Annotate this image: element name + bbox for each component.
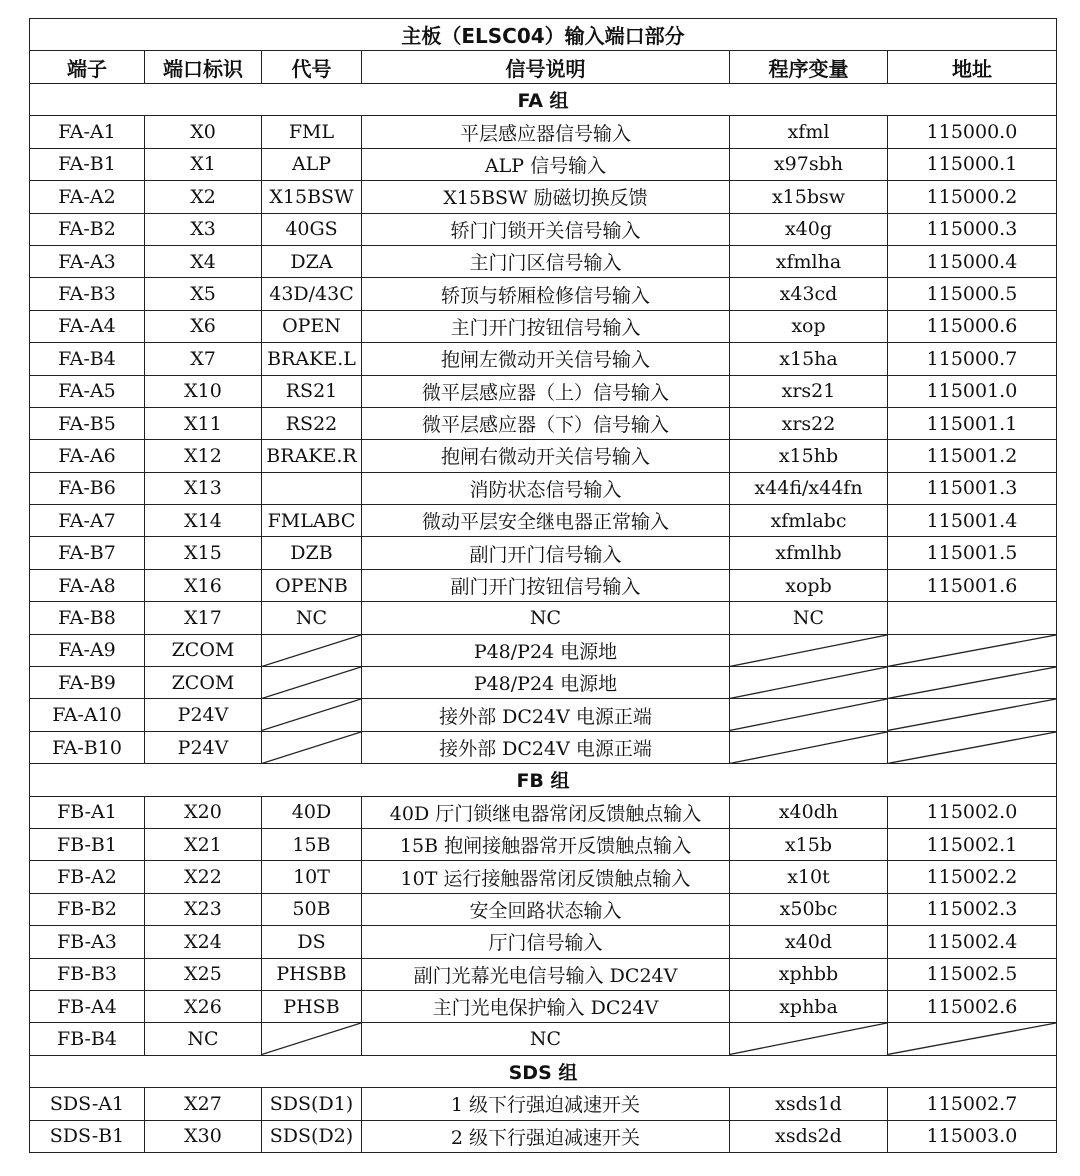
terminal-cell: FA-B8 <box>30 602 145 634</box>
diagonal-slash <box>888 635 1056 666</box>
code-cell: SDS(D1) <box>262 1088 362 1120</box>
port-id-cell: ZCOM <box>145 667 262 699</box>
program-variable-cell: x50bc <box>730 893 888 925</box>
terminal-cell: FA-A6 <box>30 440 145 472</box>
table-row <box>30 181 1057 213</box>
address-cell: 115002.6 <box>888 990 1057 1022</box>
program-variable-cell: xphba <box>730 990 888 1022</box>
program-variable-cell: x44fi/x44fn <box>730 472 888 504</box>
table-row <box>30 699 1057 731</box>
port-id-cell: X5 <box>145 278 262 310</box>
table-row <box>30 1023 1057 1055</box>
port-id-cell: X23 <box>145 893 262 925</box>
port-id-cell: X10 <box>145 375 262 407</box>
diagonal-slash <box>888 1023 1056 1054</box>
port-id-cell: X21 <box>145 828 262 860</box>
group-title: SDS 组 <box>30 1055 1057 1087</box>
signal-desc-cell: 主门光电保护输入 DC24V <box>362 990 730 1022</box>
program-variable-cell: xrs21 <box>730 375 888 407</box>
address-cell: 115002.1 <box>888 828 1057 860</box>
code-cell: DZB <box>262 537 362 569</box>
port-id-cell: X0 <box>145 116 262 148</box>
table-row <box>30 667 1057 699</box>
signal-desc-cell: 接外部 DC24V 电源正端 <box>362 731 730 763</box>
program-variable-cell: xrs22 <box>730 407 888 439</box>
signal-desc-cell: 微平层感应器（上）信号输入 <box>362 375 730 407</box>
program-variable-cell: x15hb <box>730 440 888 472</box>
table-row <box>30 828 1057 860</box>
table-row <box>30 375 1057 407</box>
program-variable-cell: x43cd <box>730 278 888 310</box>
signal-desc-cell: 40D 厅门锁继电器常闭反馈触点输入 <box>362 796 730 828</box>
signal-desc-cell: 微动平层安全继电器正常输入 <box>362 505 730 537</box>
diagonal-blank-cell <box>730 634 888 666</box>
table-row <box>30 213 1057 245</box>
diagonal-slash <box>262 635 361 666</box>
signal-desc-cell: X15BSW 励磁切换反馈 <box>362 181 730 213</box>
diagonal-blank-cell <box>730 1023 888 1055</box>
port-id-cell: X11 <box>145 407 262 439</box>
address-cell: 115000.7 <box>888 343 1057 375</box>
code-cell: DS <box>262 926 362 958</box>
port-id-cell: X26 <box>145 990 262 1022</box>
code-cell: 43D/43C <box>262 278 362 310</box>
code-cell: 10T <box>262 861 362 893</box>
signal-desc-cell: 平层感应器信号输入 <box>362 116 730 148</box>
terminal-cell: FA-A10 <box>30 699 145 731</box>
signal-desc-cell: 厅门信号输入 <box>362 926 730 958</box>
signal-desc-cell: 副门开门按钮信号输入 <box>362 569 730 601</box>
group-header-row <box>30 764 1057 796</box>
address-cell: 115002.7 <box>888 1088 1057 1120</box>
io-port-table-sheet <box>29 18 1057 1153</box>
code-cell: SDS(D2) <box>262 1120 362 1152</box>
address-cell <box>888 602 1057 634</box>
table-row <box>30 1088 1057 1120</box>
code-cell: RS21 <box>262 375 362 407</box>
port-id-cell: X2 <box>145 181 262 213</box>
port-id-cell: P24V <box>145 699 262 731</box>
code-cell: BRAKE.L <box>262 343 362 375</box>
terminal-cell: FA-B5 <box>30 407 145 439</box>
group-header-row <box>30 1055 1057 1087</box>
terminal-cell: FA-B6 <box>30 472 145 504</box>
port-id-cell: X27 <box>145 1088 262 1120</box>
signal-desc-cell: 轿顶与轿厢检修信号输入 <box>362 278 730 310</box>
table-row <box>30 602 1057 634</box>
header-address: 地址 <box>888 51 1057 84</box>
port-id-cell: P24V <box>145 731 262 763</box>
port-id-cell: X4 <box>145 245 262 277</box>
address-cell: 115002.0 <box>888 796 1057 828</box>
program-variable-cell: x15b <box>730 828 888 860</box>
terminal-cell: FA-A5 <box>30 375 145 407</box>
signal-desc-cell: 主门开门按钮信号输入 <box>362 310 730 342</box>
table-row <box>30 343 1057 375</box>
address-cell: 115000.1 <box>888 148 1057 180</box>
signal-desc-cell: NC <box>362 1023 730 1055</box>
group-header-row <box>30 84 1057 116</box>
terminal-cell: FB-A3 <box>30 926 145 958</box>
program-variable-cell: NC <box>730 602 888 634</box>
program-variable-cell: xfml <box>730 116 888 148</box>
terminal-cell: FB-A4 <box>30 990 145 1022</box>
code-cell: 40GS <box>262 213 362 245</box>
port-id-cell: X1 <box>145 148 262 180</box>
signal-desc-cell: 2 级下行强迫减速开关 <box>362 1120 730 1152</box>
program-variable-cell: xphbb <box>730 958 888 990</box>
port-id-cell: X24 <box>145 926 262 958</box>
diagonal-blank-cell <box>730 667 888 699</box>
diagonal-blank-cell <box>888 699 1057 731</box>
address-cell: 115000.2 <box>888 181 1057 213</box>
program-variable-cell: x40dh <box>730 796 888 828</box>
diagonal-blank-cell <box>888 634 1057 666</box>
diagonal-blank-cell <box>262 1023 362 1055</box>
program-variable-cell: xsds2d <box>730 1120 888 1152</box>
table-row <box>30 440 1057 472</box>
terminal-cell: FA-A9 <box>30 634 145 666</box>
port-id-cell: X20 <box>145 796 262 828</box>
port-id-cell: X15 <box>145 537 262 569</box>
terminal-cell: FA-A8 <box>30 569 145 601</box>
code-cell: PHSBB <box>262 958 362 990</box>
diagonal-slash <box>730 699 887 730</box>
table-row <box>30 569 1057 601</box>
signal-desc-cell: ALP 信号输入 <box>362 148 730 180</box>
address-cell: 115000.5 <box>888 278 1057 310</box>
table-row <box>30 731 1057 763</box>
program-variable-cell: xfmlha <box>730 245 888 277</box>
code-cell: OPENB <box>262 569 362 601</box>
diagonal-blank-cell <box>888 1023 1057 1055</box>
code-cell: NC <box>262 602 362 634</box>
address-cell: 115002.3 <box>888 893 1057 925</box>
program-variable-cell: x97sbh <box>730 148 888 180</box>
terminal-cell: SDS-A1 <box>30 1088 145 1120</box>
diagonal-blank-cell <box>262 731 362 763</box>
diagonal-slash <box>888 667 1056 698</box>
diagonal-slash <box>262 1023 361 1054</box>
program-variable-cell: x15ha <box>730 343 888 375</box>
code-cell <box>262 472 362 504</box>
header-port-id: 端口标识 <box>145 51 262 84</box>
signal-desc-cell: 微平层感应器（下）信号输入 <box>362 407 730 439</box>
address-cell: 115001.4 <box>888 505 1057 537</box>
table-row <box>30 958 1057 990</box>
table-row <box>30 278 1057 310</box>
address-cell: 115000.0 <box>888 116 1057 148</box>
terminal-cell: FA-B1 <box>30 148 145 180</box>
io-port-table <box>29 18 1057 1153</box>
table-row <box>30 537 1057 569</box>
group-title: FB 组 <box>30 764 1057 796</box>
signal-desc-cell: 副门开门信号输入 <box>362 537 730 569</box>
diagonal-slash <box>730 667 887 698</box>
port-id-cell: X3 <box>145 213 262 245</box>
address-cell: 115002.5 <box>888 958 1057 990</box>
address-cell: 115000.4 <box>888 245 1057 277</box>
table-row <box>30 472 1057 504</box>
terminal-cell: FA-A1 <box>30 116 145 148</box>
port-id-cell: ZCOM <box>145 634 262 666</box>
diagonal-blank-cell <box>262 667 362 699</box>
table-row <box>30 796 1057 828</box>
signal-desc-cell: 抱闸左微动开关信号输入 <box>362 343 730 375</box>
table-title-row <box>30 19 1057 51</box>
table-row <box>30 634 1057 666</box>
table-row <box>30 990 1057 1022</box>
program-variable-cell: xop <box>730 310 888 342</box>
diagonal-slash <box>730 732 887 763</box>
terminal-cell: FB-B2 <box>30 893 145 925</box>
terminal-cell: FA-B9 <box>30 667 145 699</box>
signal-desc-cell: P48/P24 电源地 <box>362 634 730 666</box>
table-row <box>30 310 1057 342</box>
code-cell: DZA <box>262 245 362 277</box>
program-variable-cell: xfmlabc <box>730 505 888 537</box>
terminal-cell: FA-B4 <box>30 343 145 375</box>
address-cell: 115002.4 <box>888 926 1057 958</box>
program-variable-cell: x40d <box>730 926 888 958</box>
table-title: 主板（ELSC04）输入端口部分 <box>30 19 1057 51</box>
address-cell: 115001.5 <box>888 537 1057 569</box>
diagonal-slash <box>730 1023 887 1054</box>
signal-desc-cell: P48/P24 电源地 <box>362 667 730 699</box>
port-id-cell: X16 <box>145 569 262 601</box>
diagonal-slash <box>262 699 361 730</box>
diagonal-blank-cell <box>730 699 888 731</box>
header-program-variable: 程序变量 <box>730 51 888 84</box>
terminal-cell: FA-A4 <box>30 310 145 342</box>
table-row <box>30 148 1057 180</box>
signal-desc-cell: 15B 抱闸接触器常开反馈触点输入 <box>362 828 730 860</box>
port-id-cell: X14 <box>145 505 262 537</box>
port-id-cell: X12 <box>145 440 262 472</box>
port-id-cell: X25 <box>145 958 262 990</box>
program-variable-cell: xopb <box>730 569 888 601</box>
code-cell: ALP <box>262 148 362 180</box>
code-cell: 50B <box>262 893 362 925</box>
port-id-cell: X17 <box>145 602 262 634</box>
signal-desc-cell: NC <box>362 602 730 634</box>
table-row <box>30 116 1057 148</box>
code-cell: OPEN <box>262 310 362 342</box>
port-id-cell: X22 <box>145 861 262 893</box>
port-id-cell: X13 <box>145 472 262 504</box>
code-cell: 15B <box>262 828 362 860</box>
diagonal-slash <box>888 732 1056 763</box>
diagonal-blank-cell <box>262 634 362 666</box>
signal-desc-cell: 接外部 DC24V 电源正端 <box>362 699 730 731</box>
table-row <box>30 926 1057 958</box>
table-header-row <box>30 51 1057 84</box>
address-cell: 115003.0 <box>888 1120 1057 1152</box>
diagonal-slash <box>730 635 887 666</box>
group-title: FA 组 <box>30 84 1057 116</box>
address-cell: 115001.3 <box>888 472 1057 504</box>
table-row <box>30 505 1057 537</box>
terminal-cell: FB-B1 <box>30 828 145 860</box>
signal-desc-cell: 1 级下行强迫减速开关 <box>362 1088 730 1120</box>
signal-desc-cell: 副门光幕光电信号输入 DC24V <box>362 958 730 990</box>
terminal-cell: FB-A1 <box>30 796 145 828</box>
address-cell: 115001.0 <box>888 375 1057 407</box>
diagonal-blank-cell <box>730 731 888 763</box>
diagonal-blank-cell <box>888 731 1057 763</box>
diagonal-slash <box>262 732 361 763</box>
diagonal-blank-cell <box>262 699 362 731</box>
header-signal-desc: 信号说明 <box>362 51 730 84</box>
table-row <box>30 407 1057 439</box>
signal-desc-cell: 10T 运行接触器常闭反馈触点输入 <box>362 861 730 893</box>
terminal-cell: FA-B3 <box>30 278 145 310</box>
port-id-cell: X7 <box>145 343 262 375</box>
terminal-cell: FA-A2 <box>30 181 145 213</box>
terminal-cell: SDS-B1 <box>30 1120 145 1152</box>
header-code: 代号 <box>262 51 362 84</box>
terminal-cell: FA-B10 <box>30 731 145 763</box>
diagonal-blank-cell <box>888 667 1057 699</box>
code-cell: FMLABC <box>262 505 362 537</box>
signal-desc-cell: 消防状态信号输入 <box>362 472 730 504</box>
address-cell: 115000.3 <box>888 213 1057 245</box>
diagonal-slash <box>888 699 1056 730</box>
code-cell: PHSB <box>262 990 362 1022</box>
terminal-cell: FB-A2 <box>30 861 145 893</box>
address-cell: 115001.6 <box>888 569 1057 601</box>
program-variable-cell: x10t <box>730 861 888 893</box>
signal-desc-cell: 安全回路状态输入 <box>362 893 730 925</box>
terminal-cell: FA-A7 <box>30 505 145 537</box>
signal-desc-cell: 主门门区信号输入 <box>362 245 730 277</box>
signal-desc-cell: 抱闸右微动开关信号输入 <box>362 440 730 472</box>
program-variable-cell: xsds1d <box>730 1088 888 1120</box>
terminal-cell: FB-B4 <box>30 1023 145 1055</box>
code-cell: FML <box>262 116 362 148</box>
code-cell: BRAKE.R <box>262 440 362 472</box>
table-row <box>30 245 1057 277</box>
terminal-cell: FB-B3 <box>30 958 145 990</box>
terminal-cell: FA-A3 <box>30 245 145 277</box>
code-cell: RS22 <box>262 407 362 439</box>
port-id-cell: NC <box>145 1023 262 1055</box>
terminal-cell: FA-B2 <box>30 213 145 245</box>
terminal-cell: FA-B7 <box>30 537 145 569</box>
program-variable-cell: x15bsw <box>730 181 888 213</box>
program-variable-cell: x40g <box>730 213 888 245</box>
signal-desc-cell: 轿门门锁开关信号输入 <box>362 213 730 245</box>
header-terminal: 端子 <box>30 51 145 84</box>
address-cell: 115001.1 <box>888 407 1057 439</box>
diagonal-slash <box>262 667 361 698</box>
table-row <box>30 861 1057 893</box>
address-cell: 115002.2 <box>888 861 1057 893</box>
code-cell: 40D <box>262 796 362 828</box>
table-row <box>30 893 1057 925</box>
table-row <box>30 1120 1057 1152</box>
port-id-cell: X6 <box>145 310 262 342</box>
port-id-cell: X30 <box>145 1120 262 1152</box>
program-variable-cell: xfmlhb <box>730 537 888 569</box>
address-cell: 115001.2 <box>888 440 1057 472</box>
code-cell: X15BSW <box>262 181 362 213</box>
address-cell: 115000.6 <box>888 310 1057 342</box>
